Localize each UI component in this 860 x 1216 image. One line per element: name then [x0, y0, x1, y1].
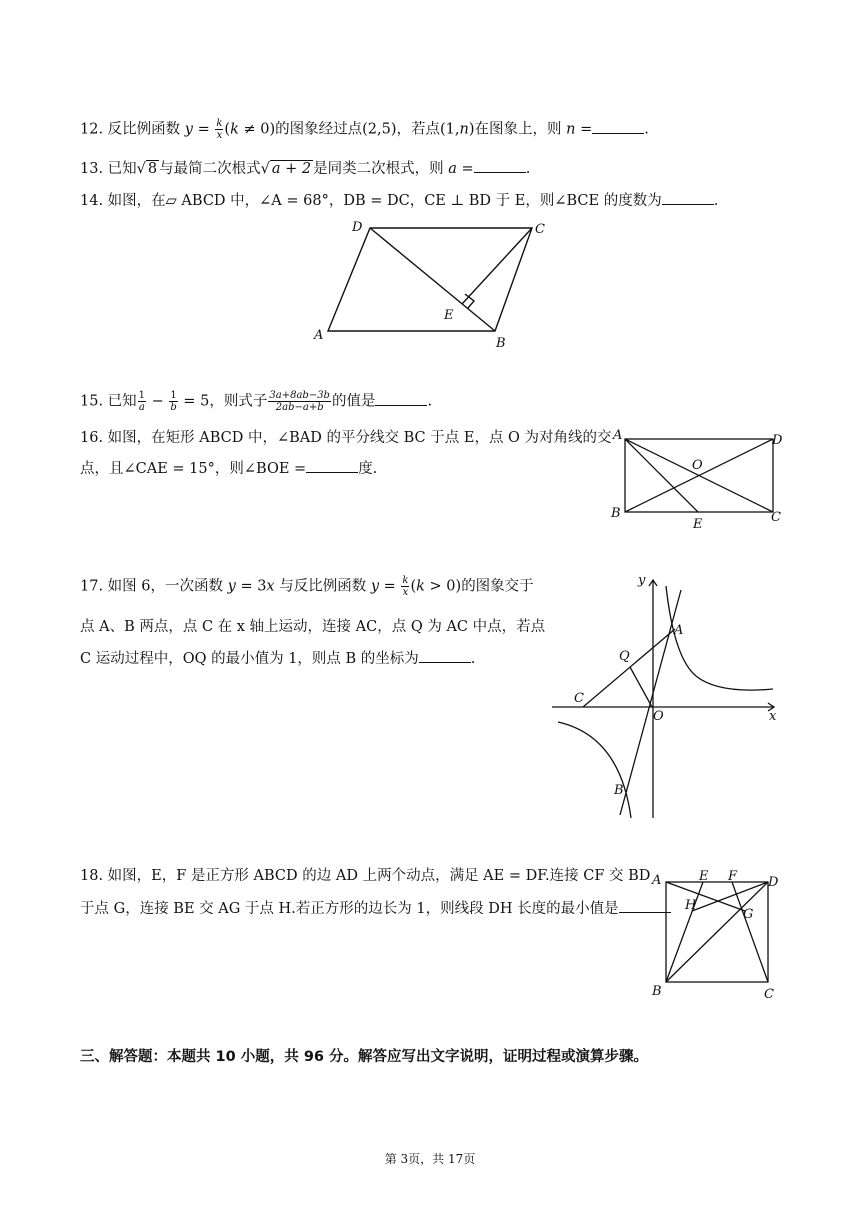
- svg-text:G: G: [743, 907, 754, 922]
- svg-text:E: E: [699, 869, 709, 884]
- svg-text:C: C: [764, 987, 774, 1002]
- question-14: 14. 如图，在▱ ABCD 中，∠A = 68°，DB = DC，CE ⊥ BD 于 E，则∠BCE 的度数为 .: [80, 190, 718, 211]
- page-footer: 第 3页，共 17页: [384, 1152, 476, 1166]
- svg-text:H: H: [685, 898, 697, 913]
- parallelogram-abcd: [328, 228, 532, 331]
- svg-text:A: A: [674, 623, 684, 638]
- segment-dh: [692, 882, 768, 911]
- svg-text:B: B: [614, 783, 624, 798]
- label-c: C: [535, 222, 545, 237]
- question-16: 16. 如图，在矩形 ABCD 中，∠BAD 的平分线交 BC 于点 E，点 O 为对角线的交 点，且∠CAE = 15°，则∠BOE = 度.: [80, 430, 612, 477]
- question-17: 17. 如图 6，一次函数 y = 3x 与反比例函数 y = $\frac{k}{x}$ (k > 0)的图象交于 点 A、B 两点，点 C 在 x 轴上运动，连接 AC，点 Q 为 AC 中点，若点 C 运动过程中，OQ 的最小值为 1，则点 B 的坐标为 .: [80, 575, 546, 667]
- figure-17-graph: [548, 568, 788, 823]
- figure-14-parallelogram: [310, 215, 550, 350]
- svg-text:D: D: [772, 433, 783, 448]
- label-b: B: [496, 336, 506, 350]
- svg-text:D: D: [768, 875, 779, 890]
- line-y-3x: [620, 590, 684, 815]
- section-3-heading: 三、解答题：本题共 10 小题，共 96 分。解答应写出文字说明，证明过程或演算步骤。: [80, 1049, 649, 1065]
- question-12: 12. 反比例函数 y = $\frac{k}{x}$ (k ≠ 0)的图象经过点(2,5)，若点(1,n)在图象上，则 n = .: [80, 118, 649, 141]
- segment-be: [666, 882, 703, 982]
- svg-text:E: E: [693, 517, 703, 532]
- label-e: E: [444, 308, 454, 323]
- answer-blank-12[interactable]: [592, 119, 644, 134]
- answer-blank-13[interactable]: [474, 158, 526, 173]
- answer-blank-14[interactable]: [662, 190, 714, 205]
- figure-18-square: [648, 865, 786, 1005]
- label-a: A: [314, 328, 324, 343]
- hyperbola-branch-1: [666, 586, 773, 690]
- label-d: D: [352, 220, 363, 235]
- diagonal-db: [370, 228, 495, 331]
- diagonal-bd: [666, 882, 768, 982]
- svg-text:B: B: [611, 506, 621, 521]
- svg-text:C: C: [771, 510, 781, 525]
- svg-text:A: A: [652, 873, 662, 888]
- question-15: 15. 已知 $\frac{1}{a}$ − $\frac{1}{b}$ = 5，则式子 $\frac{3a+8ab-3b}{2ab-a+b}$ 的值是 .: [80, 390, 433, 413]
- hyperbola-branch-2: [558, 722, 631, 818]
- bisector-ae: [625, 439, 698, 512]
- svg-text:A: A: [613, 428, 623, 443]
- answer-blank-17[interactable]: [419, 648, 471, 663]
- answer-blank-16[interactable]: [306, 458, 358, 473]
- segment-oq: [630, 667, 652, 707]
- svg-text:B: B: [652, 984, 662, 999]
- q12-number: 12.: [80, 121, 104, 138]
- question-18: 18. 如图，E，F 是正方形 ABCD 的边 AD 上两个动点，满足 AE = DF.连接 CF 交 BD 于点 G，连接 BE 交 AG 于点 H.若正方形的边长为 1，则线段 DH 长度的最小值是: [80, 866, 671, 919]
- segment-ce: [462, 228, 532, 304]
- svg-text:O: O: [692, 458, 703, 473]
- svg-text:y: y: [638, 573, 646, 588]
- segment-cf: [732, 882, 768, 982]
- answer-blank-15[interactable]: [375, 391, 427, 406]
- svg-text:C: C: [574, 691, 584, 706]
- svg-text:x: x: [769, 709, 777, 724]
- svg-text:F: F: [728, 869, 738, 884]
- question-13: 13. 已知√ 8 与最简二次根式√ a + 2 是同类二次根式，则 a = .: [80, 158, 530, 179]
- svg-text:O: O: [653, 709, 664, 724]
- segment-ac: [583, 629, 675, 707]
- figure-16-rectangle: [608, 425, 788, 535]
- svg-text:Q: Q: [619, 649, 630, 664]
